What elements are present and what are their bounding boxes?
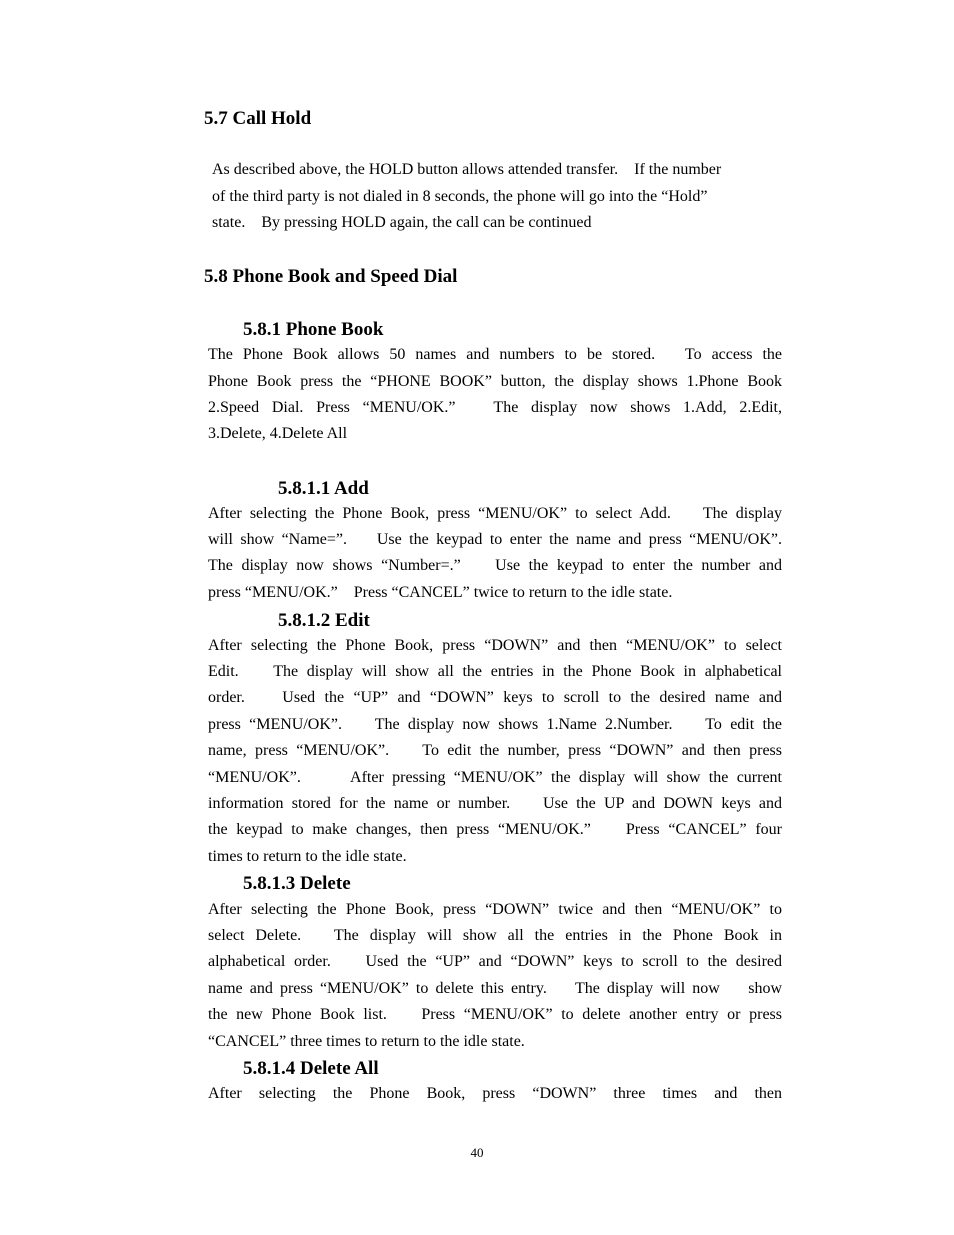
text-line: After selecting the Phone Book, press “DOWN” twice and then “MENU/OK” to [208, 901, 782, 918]
text-line: alphabetical order. Used the “UP” and “DOWN” keys to scroll to the desired [208, 953, 782, 970]
text-line: 3.Delete, 4.Delete All [208, 425, 348, 442]
text-line: times to return to the idle state. [208, 848, 407, 865]
text-line: “MENU/OK”. After pressing “MENU/OK” the display will show the current [208, 769, 782, 786]
text-line: information stored for the name or number. Use the UP and DOWN keys and [208, 795, 782, 812]
text-line: will show “Name=”. Use the keypad to enter the name and press “MENU/OK”. [208, 531, 782, 548]
text-line: order. Used the “UP” and “DOWN” keys to scroll to the desired name and [208, 689, 782, 706]
heading-5-8-1-3: 5.8.1.3 Delete [243, 873, 351, 894]
page-number: 40 [470, 1145, 484, 1160]
heading-5-8: 5.8 Phone Book and Speed Dial [204, 266, 458, 287]
heading-5-8-1-2: 5.8.1.2 Edit [278, 610, 370, 631]
text-line: press “MENU/OK.” Press “CANCEL” twice to return to the idle state. [208, 584, 673, 601]
heading-5-8-1-4: 5.8.1.4 Delete All [243, 1058, 379, 1079]
text-line: As described above, the HOLD button allows attended transfer. If the number [212, 161, 722, 178]
text-line: Phone Book press the “PHONE BOOK” button, the display shows 1.Phone Book [208, 373, 782, 390]
text-line: The display now shows “Number=.” Use the keypad to enter the number and [208, 557, 782, 574]
text-line: After selecting the Phone Book, press “DOWN” three times and then [208, 1085, 782, 1102]
text-line: the new Phone Book list. Press “MENU/OK” to delete another entry or press [208, 1006, 782, 1023]
text-line: the keypad to make changes, then press “MENU/OK.” Press “CANCEL” four [208, 821, 782, 838]
heading-5-8-1: 5.8.1 Phone Book [243, 319, 384, 340]
text-line: “CANCEL” three times to return to the idle state. [208, 1033, 525, 1050]
text-line: 2.Speed Dial. Press “MENU/OK.” The display now shows 1.Add, 2.Edit, [208, 399, 782, 416]
text-line: name, press “MENU/OK”. To edit the number, press “DOWN” and then press [208, 742, 782, 759]
text-line: name and press “MENU/OK” to delete this entry. The display will now show [208, 980, 782, 997]
text-line: of the third party is not dialed in 8 seconds, the phone will go into the “Hold” [212, 188, 708, 205]
text-line: Edit. The display will show all the entries in the Phone Book in alphabetical [208, 663, 782, 680]
heading-5-7: 5.7 Call Hold [204, 108, 312, 129]
text-line: After selecting the Phone Book, press “DOWN” and then “MENU/OK” to select [208, 637, 782, 654]
text-line: select Delete. The display will show all the entries in the Phone Book in [208, 927, 782, 944]
text-line: state. By pressing HOLD again, the call can be continued [212, 214, 592, 231]
text-line: press “MENU/OK”. The display now shows 1.Name 2.Number. To edit the [208, 716, 782, 733]
text-line: The Phone Book allows 50 names and numbers to be stored. To access the [208, 346, 782, 363]
heading-5-8-1-1: 5.8.1.1 Add [278, 478, 369, 499]
text-line: After selecting the Phone Book, press “MENU/OK” to select Add. The display [208, 505, 782, 522]
